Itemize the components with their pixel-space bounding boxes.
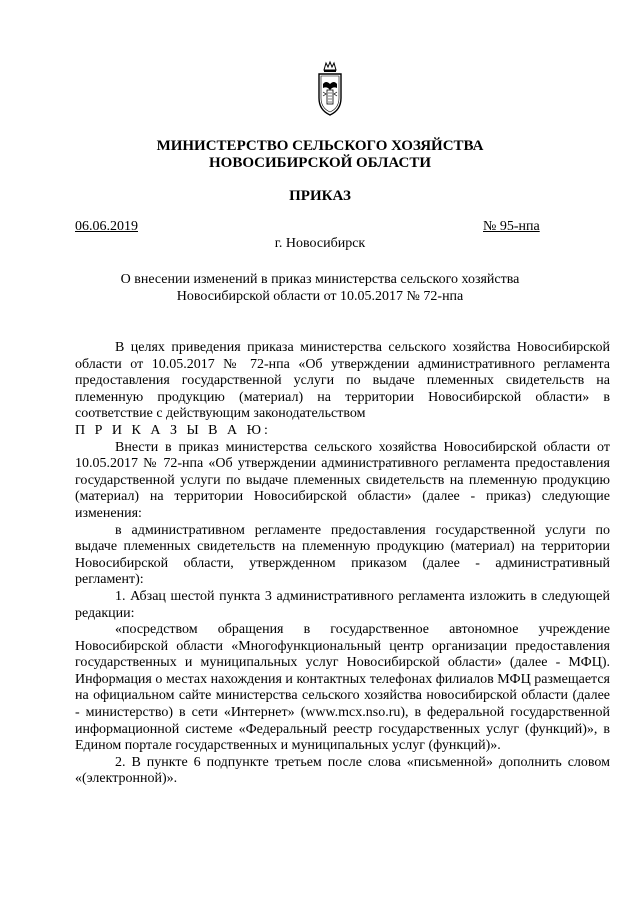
paragraph-3: 1. Абзац шестой пункта 3 административного регламента изложить в следующей редакции: — [75, 588, 610, 621]
document-city: г. Новосибирск — [274, 236, 366, 251]
order-word: П Р И К А З Ы В А Ю: — [75, 422, 271, 438]
coat-of-arms-icon — [315, 60, 345, 118]
subject-line-2: Новосибирской области от 10.05.2017 № 72-нпа — [176, 289, 464, 304]
document-number: № 95-нпа — [483, 219, 540, 234]
organization-name — [0, 138, 640, 172]
organization-line-1: МИНИСТЕРСТВО СЕЛЬСКОГО ХОЗЯЙСТВА — [156, 138, 484, 154]
paragraph-1: Внести в приказ министерства сельского хозяйства Новосибирской области от 10.05.2017 № 72-нпа «Об утверждении административного регламента предоставления государственной услуги по выдаче племенных свидетельств на племенную продукцию (материал) на территории Новосибирской области» (далее - приказ) следующие изменения: — [75, 439, 610, 521]
document-subject — [100, 271, 540, 305]
document-body — [75, 340, 610, 788]
subject-line-1: О внесении изменений в приказ министерства сельского хозяйства — [120, 272, 520, 287]
paragraph-5: 2. В пункте 6 подпункте третьем после слова «письменной» дополнить словом «(электронной)». — [75, 754, 610, 787]
organization-line-2: НОВОСИБИРСКОЙ ОБЛАСТИ — [208, 155, 432, 171]
paragraph-4: «посредством обращения в государственное автономное учреждение Новосибирской области «Многофункциональный центр организации предоставления государственных и муниципальных услуг Новосибирской области» (далее - МФЦ). Информация о местах нахождения и контактных телефонах филиалов МФЦ размещается на официальном сайте министерства сельского хозяйства новосибирской области (далее - министерство) в сети «Интернет» (www.mcx.nso.ru), в федеральной государственной информационной системе «Федеральный реестр государственных услуг (функций)», в Едином портале государственных и муниципальных услуг (функций)». — [75, 622, 610, 754]
preamble-paragraph: В целях приведения приказа министерства сельского хозяйства Новосибирской области от 10.05.2017 № 72-нпа «Об утверждении административного регламента предоставления государственной услуги по выдаче племенных свидетельств на племенную продукцию (материал) на территории Новосибирской области» в соответствие с действующим законодательством — [75, 340, 610, 422]
document-type: ПРИКАЗ — [289, 188, 351, 204]
document-date: 06.06.2019 — [75, 219, 138, 234]
paragraph-2: в административном регламенте предоставления государственной услуги по выдаче племенных свидетельств на племенную продукцию (материал) на территории Новосибирской области, утвержденном приказом (далее - административный регламент): — [75, 522, 610, 588]
